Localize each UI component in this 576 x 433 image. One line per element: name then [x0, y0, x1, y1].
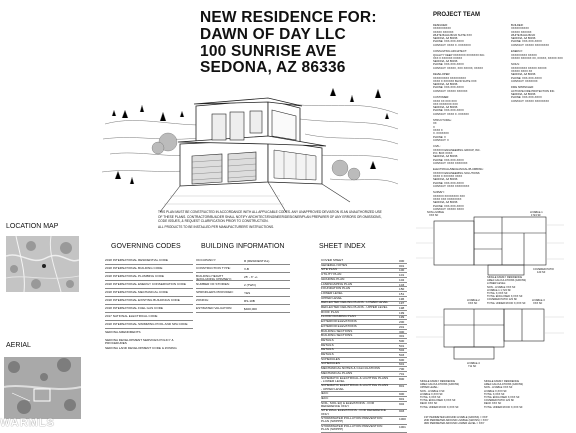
sheet-index-number: 502 — [399, 348, 405, 353]
area-line: TOTAL UNDER ROOF X,XXX SF — [484, 405, 523, 409]
title-line-4: SEDONA, AZ 86336 — [200, 59, 346, 77]
building-info-value: 2 (TWO) — [244, 283, 256, 287]
covered-patio-area: 123 SF — [537, 271, 546, 274]
sheet-index-name: UPPER LEVEL — [321, 295, 343, 300]
upper-livable3-area: XXX SF — [533, 302, 543, 305]
title-line-1: NEW RESIDENCE FOR: — [200, 9, 377, 26]
team-line: XXXX X XXXXXX XXXX — [433, 175, 463, 178]
team-line: XXX XXXXXXX XXX — [433, 102, 458, 106]
sheet-index-number: 000 — [399, 259, 405, 263]
project-team-column-1 — [433, 24, 499, 211]
disclaimer-block — [158, 210, 384, 230]
sheet-index-number: 001 — [399, 263, 405, 268]
building-info-label: ZONING: — [196, 298, 209, 302]
sheet-index-title: SHEET INDEX — [319, 243, 366, 250]
sheet-index-number: 151 — [399, 291, 405, 296]
team-line: CONTACT: XXXX X. XXXXXXX — [433, 43, 471, 47]
sheet-index-name: STORMWATER POLLUTION PREVENTION PLAN (SWPPP) — [321, 416, 383, 424]
sheet-index-number: 300 — [399, 329, 405, 334]
sheet-index-number: 200 — [399, 320, 405, 325]
team-line: DESIGNER: — [433, 24, 448, 27]
lower-nonlivable-label: NON-LIVABLE — [427, 211, 444, 214]
team-line: SEDONA, AZ 86336 — [433, 178, 458, 182]
perimeter-line: 1ST PERIMETER AROUND LIVABLE (GROSS) = XXX' — [424, 416, 488, 419]
upper-livable4-label: LIVABLE-4 — [467, 362, 480, 365]
area-line: NON - LIVABLE XXX SF — [487, 285, 516, 289]
row-divider — [196, 272, 290, 273]
sheet-index-name: SCHEMATIC ELECTRICAL & LIGHTING PLANS - UPPER LEVEL — [321, 383, 389, 391]
team-line: XXXX X — [433, 129, 443, 133]
team-line: XXXX XXX XXXXXXXX — [433, 197, 462, 201]
team-line: X. XXXXXXX — [433, 132, 449, 136]
governing-code-item: SEDONA DEVELOPMENT SERVICES POLICY & PROCEDURES — [105, 338, 174, 346]
row-divider — [105, 296, 193, 297]
sheet-index-name: DETAILS — [321, 347, 334, 352]
project-team-title: PROJECT TEAM — [433, 12, 481, 18]
team-line: PHONE: XXX-XXX-XXXX — [433, 158, 464, 162]
team-line: CONTACT: X — [433, 138, 449, 142]
area-line: NON - LIVABLE 0 SF — [420, 389, 445, 393]
area-line: TOTAL X,XXX SF — [487, 291, 508, 295]
team-line: DEVELOPER: — [433, 73, 451, 77]
area-line: UPPER LEVEL: — [420, 386, 439, 390]
building-info-value: YES — [244, 291, 251, 295]
sheet-index-name: LOWER LEVEL — [321, 290, 343, 295]
area-calc-lower — [487, 276, 526, 305]
team-line: XXXXXX ENGINEERING GROUP, INC. — [433, 148, 481, 152]
team-line: WHITE BAHA BLVD SUITE XXX — [433, 33, 472, 37]
area-line: NON - LIVABLE XXX SF — [484, 386, 513, 390]
team-line: PHONE: XXX-XXX-XXXX — [433, 40, 464, 44]
building-info-label: OCCUPANCY: — [196, 258, 217, 262]
governing-code-item: 2018 INTERNATIONAL EXISTING BUILDINGS CODE — [105, 298, 180, 302]
team-line: PHONE: XXX-XXX-XXXX — [433, 86, 464, 90]
team-line: PHONE: XXX-XXX-XXXX — [511, 76, 542, 80]
title-line-3: 100 SUNRISE AVE — [200, 42, 337, 60]
area-line: TOTAL UNDER ROOF X,XXX SF — [487, 301, 526, 305]
sheet-index-name: FOUNDATION PLAN — [321, 286, 351, 291]
upper-livable3-label: LIVABLE-3 — [532, 299, 545, 302]
sheet-index-number: 500 — [399, 338, 405, 343]
sheet-index-name: DETAILS — [321, 352, 334, 356]
row-divider — [196, 280, 290, 281]
sheet-index-number: 600 — [399, 357, 405, 362]
sheet-index-number: 501 — [399, 343, 405, 348]
sheet-index-name: SCHEDULES — [321, 356, 340, 361]
team-line: BUILDER: — [511, 24, 524, 27]
team-line: PHONE: X — [433, 135, 446, 139]
team-line: P.O. BOX XXXX — [433, 152, 453, 156]
team-line: XXX X XXXXXX XXXXX — [433, 56, 463, 60]
sheet-index-name: SITE PLAN — [321, 267, 337, 272]
sheet-index-number: 503 — [399, 353, 405, 357]
area-line: SINGLE FAMILY RESIDENCE — [420, 380, 456, 383]
sheet-index-number: 201 — [399, 324, 405, 329]
sheet-index-number: 199 — [399, 310, 405, 315]
sheet-index-name: EXTERIOR ELEVATIONS — [321, 323, 357, 328]
team-line: CONSULTING ARCHITECT: — [433, 50, 467, 54]
governing-code-item: 2018 INTERNATIONAL FUEL GAS CODE — [105, 306, 163, 310]
project-team-column-2 — [511, 24, 573, 103]
governing-code-item: 2018 INTERNATIONAL PLUMBING CODE — [105, 274, 164, 278]
team-line: CONTACT: XXXXX XXXXXX — [433, 89, 468, 93]
building-info-label: CONSTRUCTION TYPE: — [196, 266, 231, 270]
sheet-index-name: BUILDING SECTIONS — [321, 333, 353, 338]
team-line: XXXXXXXXX XXXXX — [511, 53, 537, 57]
building-info-value: V-B — [244, 267, 249, 271]
sheet-index-name: SOIL, SOIL EQ & ELEVATIONS - FOR REFERENCE ONLY — [321, 400, 375, 408]
row-divider — [196, 312, 290, 313]
team-line: ACTIVATE FIRE PROTECTION INC. — [511, 89, 556, 93]
row-divider — [105, 264, 193, 265]
area-line: LIVABLE X,XXX SF — [420, 392, 443, 396]
area-calc-total — [484, 380, 523, 409]
area-line: AREA CALCULATIONS (GROSS) — [487, 279, 527, 283]
sheet-index-number: 901 — [399, 396, 405, 401]
sheet-index-number: 801 — [399, 384, 405, 389]
governing-code-item: 2018 INTERNATIONAL BUILDING CODE — [105, 266, 163, 270]
team-line: XXXXX XXXXXX — [433, 30, 454, 34]
upper-livable4-area: 711 SF — [468, 365, 477, 368]
team-line: XXXX XX XXX XXX — [433, 99, 457, 103]
area-line: LIVABLE-1 1,724 SF — [487, 288, 511, 292]
team-line: XXXXX XXXXXX XX, XXXXX, XXXXX XXX — [511, 56, 563, 60]
team-line: SEDONA, AZ 86336 — [433, 60, 458, 64]
title-line-2: DAWN OF DAY LLC — [200, 25, 346, 43]
team-line: PHONE: XXX-XXX-XXXX — [433, 109, 464, 113]
sheet-index-number: 1001 — [399, 424, 406, 429]
sheet-index-name: LANDSCAPING PLAN — [321, 281, 353, 286]
perimeter-notes — [424, 416, 488, 426]
row-divider — [105, 312, 193, 313]
sheet-index-name: SCHEDULES — [321, 361, 340, 366]
sheet-index-number: 197 — [399, 301, 405, 306]
team-line: STRUCTURAL: — [433, 119, 452, 123]
team-line: CONTACT: XXXXX XXXXXXXX — [511, 43, 550, 47]
team-line: PHONE: XXX-XXX-XXXX — [511, 40, 542, 44]
location-map-title: LOCATION MAP — [6, 223, 59, 230]
lower-livable-label: LIVABLE-1 — [530, 211, 543, 214]
area-line: SINGLE FAMILY RESIDENCE — [487, 276, 523, 279]
sheet-index-number: 103 — [399, 282, 405, 287]
team-line: FIRE SPRINKLER: — [511, 86, 534, 90]
governing-code-item: 2018 INTERNATIONAL SWIMMING POOL AND SPA CODE — [105, 322, 188, 326]
house-rendering — [100, 84, 400, 216]
team-line: PHONE: XXX-XXX-XXXX — [433, 204, 464, 208]
row-divider — [196, 296, 290, 297]
team-line: SEDONA, AZ 86336 — [511, 92, 536, 96]
sheet-index-name: UTILITY PLAN — [321, 272, 342, 277]
row-divider — [105, 280, 193, 281]
area-line: AREA CALCULATIONS (GROSS) — [484, 383, 524, 387]
area-line: TOTAL UNDER ROOF X,XXX SF — [420, 405, 459, 409]
row-divider — [105, 288, 193, 289]
team-line: WHITE BAHA BLVD — [511, 33, 536, 37]
area-line: LOWER LEVEL: — [487, 282, 507, 286]
sheet-index-number: 701 — [399, 371, 405, 376]
covered-patio-label: COVERED PATIO — [533, 268, 554, 271]
sheet-index-number: 601 — [399, 362, 405, 367]
area-line: DECK XXX SF — [484, 402, 502, 406]
disclaimer-text: THIS PLAN MUST BE CONSTRUCTED IN ACCORDANCE WITH ALL APPLICABLE CODES. ANY UNAPPROVED DEVIATION IS AN UNAUTHORIZED USE OF THESE PLANS. CONTRACTOR/BUILDER SHALL NOTIFY ARCHITECT/ENGINEER/DESIGNER/PLAN PREPARER OF ANY ERRORS OR OMISSIONS, CODE ISSUES, & REQUEST CLARIFICATION PRIOR TO CONSTRUCTION. — [158, 210, 382, 224]
watermark-text: WARMLS — [0, 417, 55, 429]
governing-code-item: 2018 INTERNATIONAL ENERGY CONSERVATION CODE — [105, 282, 186, 286]
row-divider — [196, 264, 290, 265]
sheet-index-number: 101 — [399, 273, 405, 278]
governing-code-item: 2018 INTERNATIONAL MECHANICAL CODE — [105, 290, 168, 294]
area-line: LIVABLE X,XXX SF — [484, 389, 507, 393]
upper-livable2-label: LIVABLE-2 — [467, 299, 480, 302]
team-line: CONTACT: XXXX XXXXXXXX — [433, 184, 470, 188]
team-line: XXXXXXXXX XXXXXXXXX — [433, 76, 467, 80]
sheet-index-name: REFLECTED CEILING PLANS - UPPER LEVEL — [321, 305, 388, 309]
sheet-index-name: DETAILS — [321, 337, 334, 342]
building-info-value: R (RESIDENTIAL) — [244, 259, 270, 263]
governing-code-item: SEDONA LAND DEVELOPMENT CODE & ZONING — [105, 346, 177, 350]
team-line: SEDONA, AZ 86336 — [433, 83, 458, 87]
sheet-index-name: MECHANICAL PLANS — [321, 370, 353, 375]
aerial-photo — [4, 357, 81, 419]
governing-code-item: 2017 NATIONAL ELECTRICAL CODE — [105, 314, 158, 318]
sheet-index-number: 700 — [399, 367, 405, 372]
area-line: TOTAL ENCLOSED X,XXX SF — [487, 295, 523, 299]
sheet-index-number: 301 — [399, 334, 405, 339]
perimeter-line: 3RD PERIMETER AROUND LOWER LEVEL = XXX' — [424, 422, 485, 426]
team-line: X — [433, 125, 435, 129]
row-divider — [105, 320, 193, 321]
sheet-index-number: 800 — [399, 376, 405, 381]
sheet-index-number: 902 — [399, 401, 405, 406]
governing-code-item: 2018 INTERNATIONAL RESIDENTIAL CODE — [105, 258, 168, 262]
team-line: QUALITY KEEP XXXXXXX XXXXXXX INC. — [433, 53, 486, 57]
team-line: SEDONA, AZ 86336 — [433, 201, 458, 205]
team-line: SEDONA, AZ 86336 — [433, 37, 458, 41]
building-info-value: RS-10B — [244, 299, 255, 303]
building-info-label: NUMBER OF STORIES: — [196, 282, 230, 286]
team-line: CONTACT: XXXX X. XXXXXX — [433, 112, 469, 116]
sheet-index-number: 100 — [399, 268, 405, 273]
row-divider — [105, 328, 193, 329]
sheet-index-name: IECC — [321, 391, 329, 396]
team-line: SEDONA, AZ 86336 — [433, 155, 458, 159]
area-line: COVERED PATIO 123 SF — [487, 298, 518, 302]
building-info-value: $400,000 — [244, 307, 257, 311]
area-line: TOTAL ENCLOSED X,XXX SF — [420, 399, 456, 403]
lower-livable-area: 1724 SF — [531, 214, 541, 217]
team-line: XX — [433, 122, 437, 126]
building-info-value: 25' - 3" +/- — [244, 275, 259, 279]
team-line: CONTACT: XXXXXXX — [511, 79, 538, 83]
building-info-label: ESTIMATED VALUATION: — [196, 306, 233, 310]
sheet-index-name: BUILDING SECTIONS — [321, 328, 353, 333]
sheet-index-number: 150 — [399, 287, 405, 292]
aerial-title: AERIAL — [6, 342, 31, 349]
team-line: SEDONA, AZ 86336 — [433, 106, 458, 110]
team-line: PHONE: XXX-XXX-XXXX — [511, 96, 542, 100]
area-line: TOTAL ENCLOSED X,XXX SF — [484, 395, 520, 399]
sheet-index-name: GENERAL NOTES — [321, 262, 348, 267]
sheet-index-name: FLOOR FRAMING PLAN — [321, 314, 356, 319]
upper-livable2-area: XXX SF — [468, 302, 478, 305]
sheet-index-number: 196 — [399, 296, 405, 301]
sheet-index-number: 1000 — [399, 417, 406, 422]
team-line: XXXXXXXXXX — [511, 27, 529, 31]
team-line: SOILS: — [511, 63, 520, 67]
team-line: XXXXX XXXXXX — [511, 30, 532, 34]
sheet-index-name: GRADING PLAN — [321, 276, 345, 281]
area-line: SINGLE FAMILY RESIDENCE — [484, 380, 520, 383]
team-line: CONTACT: XXXXX XXXX — [433, 207, 464, 211]
team-line: XXXX X XXXXXX BLVD SUITE XXX — [433, 79, 477, 83]
sheet-index-name: ROOF PLAN — [321, 309, 339, 314]
area-line: TOTAL X,XXX SF — [484, 392, 505, 396]
team-line: ENERGY: — [511, 50, 523, 54]
team-line: CONTACT: XXXXX, XXX XXXXX, XXXXX — [433, 66, 483, 70]
team-line: XXXXX XXXX XX — [511, 69, 533, 73]
team-line: SEDONA, AZ 86336 — [511, 73, 536, 77]
building-info-label: BUILDING HEIGHT (EXCLUDING CHIMNEY): — [196, 274, 233, 282]
perimeter-line: 2ND PERIMETER AROUND LIVABLE (GROSS) = XXX' — [424, 419, 489, 423]
sheet-index-number: 199 — [399, 315, 405, 320]
building-info-title: BUILDING INFORMATION — [201, 243, 285, 250]
sheet-index-number: 198 — [399, 306, 405, 310]
governing-codes-title: GOVERNING CODES — [111, 243, 181, 250]
sheet-index-number: 903 — [399, 409, 405, 414]
sheet-index-name: SITE WALL ELEVATIONS - FOR REFERENCE ONLY — [321, 408, 386, 416]
sheet-index-name: REFLECTED CEILING PLANS - LOWER LEVEL — [321, 300, 389, 305]
area-line: TOTAL X,XXX SF — [420, 395, 441, 399]
team-line: PHONE: XXX-XXX-XXXX — [433, 63, 464, 67]
area-calc-upper — [420, 380, 459, 409]
team-line: SURVEY: — [433, 191, 445, 195]
sheet-index-name: SCHEMATIC ELECTRICAL & LIGHTING PLANS - LOWER LEVEL — [321, 375, 389, 383]
team-line: CONTACT: XXXXX XXXXXXXX — [511, 99, 550, 103]
lower-nonlivable-area: XXX SF — [429, 214, 439, 217]
governing-code-item: SEDONA AMENDMENTS — [105, 330, 141, 334]
building-info-label: SPRINKLERS PROVIDED: — [196, 290, 234, 294]
sheet-index-name: MECHANICAL NOTES & CALCULATIONS — [321, 366, 380, 371]
team-line: CUSTOMER: — [433, 96, 450, 100]
sheet-index-name: EXTERIOR ELEVATIONS — [321, 319, 357, 324]
team-line: XXXXXXXXX XXXXX XXXXX — [511, 66, 547, 70]
sheet-index-name: IECC — [321, 395, 329, 400]
row-divider — [196, 288, 290, 289]
row-divider — [105, 304, 193, 305]
sheet-index-number: 102 — [399, 277, 405, 282]
team-line: XXXXXXXXXX — [433, 27, 451, 31]
sheet-index-name: STORMWATER POLLUTION PREVENTION PLAN (SWPPP) — [321, 423, 383, 432]
disclaimer-note: ALL PRODUCTS TO BE INSTALLED PER MANUFACTURERS' INSTRUCTIONS. — [158, 225, 274, 230]
area-line: COVERED PATIO 123 SF — [484, 399, 515, 403]
team-line: PHONE: XXX-XXX-XXXX — [433, 181, 464, 185]
team-line: ELECTRICAL/MECHANICAL/PLUMBING: — [433, 168, 484, 172]
team-line: XXXXXX ENGINEERING SOLUTIONS — [433, 171, 480, 175]
sheet-index-name: DETAILS — [321, 342, 334, 347]
sheet-index-number: 900 — [399, 392, 405, 397]
sheet-index-name: COVER SHEET — [321, 258, 344, 262]
team-line: SEDONA, AZ 86336 — [511, 37, 536, 41]
location-map-image — [6, 236, 79, 292]
team-line: CIVIL: — [433, 145, 441, 149]
project-title-block — [200, 10, 377, 77]
row-divider — [105, 272, 193, 273]
team-line: CONTACT: XXXX XXXXXXX — [433, 161, 468, 165]
row-divider — [196, 304, 290, 305]
area-line: DECK XXX SF — [420, 402, 438, 406]
team-line: XXXXXX XXXXXXXX XXX — [433, 194, 465, 198]
area-line: AREA CALCULATIONS (GROSS) — [420, 383, 460, 387]
